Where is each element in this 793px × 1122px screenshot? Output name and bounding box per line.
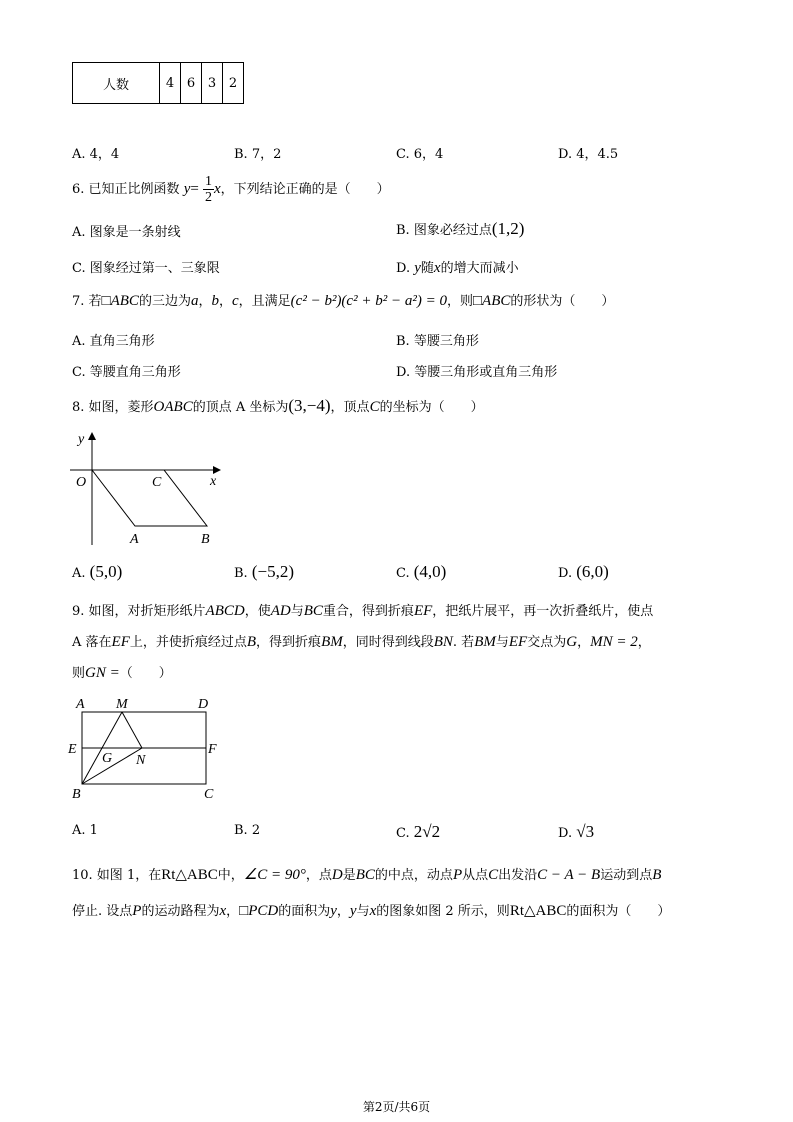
q7-stem: 7. 若□ABC的三边为a，b，c，且满足(c² − b²)(c² + b² − a²) = 0，则□ABC的形状为（ ） bbox=[72, 293, 615, 309]
q5-option-c: C. 6，4 bbox=[396, 147, 444, 162]
page-footer: 第2页/共6页 bbox=[362, 1100, 431, 1114]
q6-option-d: D. y随x的增大而减小 bbox=[396, 260, 519, 276]
rhombus-oabc bbox=[92, 470, 207, 526]
q9-option-d: D. √3 bbox=[558, 822, 595, 841]
point-b-label: B bbox=[201, 532, 210, 547]
q9-rectangle-figure bbox=[62, 690, 232, 805]
q5-option-b: B. 7，2 bbox=[234, 147, 282, 162]
q8-option-d: D. (6,0) bbox=[558, 562, 609, 581]
point-o-label: O bbox=[76, 475, 87, 490]
q9-option-a: A. 1 bbox=[72, 823, 98, 838]
q10-stem-line1: 10. 如图 1，在Rt△ABC中，∠C = 90°，点D是BC的中点，动点P从点C出发沿C − A − B运动到点B bbox=[72, 867, 662, 883]
x-axis-label: x bbox=[210, 474, 217, 489]
segment-mn bbox=[122, 712, 142, 748]
q6-option-b: B. 图象必经过点(1,2) bbox=[396, 219, 525, 238]
q9-option-b: B. 2 bbox=[234, 823, 261, 838]
point-g-label: G bbox=[102, 751, 113, 766]
table-cell: 4 bbox=[160, 63, 181, 104]
count-table bbox=[72, 62, 244, 104]
q7-option-d: D. 等腰三角形或直角三角形 bbox=[396, 365, 558, 380]
table-header: 人数 bbox=[73, 63, 160, 104]
q8-rhombus-figure bbox=[60, 425, 230, 550]
point-d-label: D bbox=[198, 697, 209, 712]
q7-option-b: B. 等腰三角形 bbox=[396, 334, 479, 349]
point-c-label: C bbox=[152, 475, 162, 490]
point-m-label: M bbox=[116, 697, 128, 712]
q8-stem: 8. 如图，菱形OABC的顶点 A 坐标为(3,−4)，顶点C的坐标为（ ） bbox=[72, 396, 484, 415]
q5-option-d: D. 4，4.5 bbox=[558, 147, 619, 162]
table-cell: 6 bbox=[181, 63, 202, 104]
table-cell: 2 bbox=[223, 63, 244, 104]
q6-option-c: C. 图象经过第一、三象限 bbox=[72, 261, 220, 276]
q6-stem: 6. 已知正比例函数 y= $\frac{1}{2}$ x，下列结论正确的是（ ） bbox=[72, 174, 390, 205]
q5-option-a: A. 4，4 bbox=[72, 147, 120, 162]
point-a-label: A bbox=[130, 532, 139, 547]
point-f-label: F bbox=[208, 742, 217, 757]
point-n-label: N bbox=[136, 753, 146, 768]
q7-option-a: A. 直角三角形 bbox=[72, 334, 155, 349]
q6-fraction: $\frac{1}{2}$ bbox=[204, 174, 212, 205]
q9-stem-line1: 9. 如图，对折矩形纸片ABCD，使AD与BC重合，得到折痕EF，把纸片展平，再一次折叠纸片，使点 bbox=[72, 603, 654, 619]
y-axis-label: y bbox=[78, 432, 85, 447]
q7-option-c: C. 等腰直角三角形 bbox=[72, 365, 181, 380]
q9-stem-line3: 则GN =（ ） bbox=[72, 665, 172, 681]
q7-formula: (c² − b²)(c² + b² − a²) = 0 bbox=[290, 293, 447, 309]
q10-stem-line2: 停止. 设点P的运动路程为x，□PCD的面积为y，y与x的图象如图 2 所示，则Rt△ABC的面积为（ ） bbox=[72, 903, 671, 919]
q9-option-c: C. 2√2 bbox=[396, 822, 441, 841]
q6-option-a: A. 图象是一条射线 bbox=[72, 225, 181, 240]
point-b-label: B bbox=[72, 787, 81, 802]
q8-option-b: B. (−5,2) bbox=[234, 562, 294, 581]
point-c-label: C bbox=[204, 787, 214, 802]
q8-option-c: C. (4,0) bbox=[396, 562, 447, 581]
q8-option-a: A. (5,0) bbox=[72, 562, 123, 581]
q9-stem-line2: A 落在EF上，并使折痕经过点B，得到折痕BM，同时得到线段BN. 若BM与EF交点为G，MN = 2， bbox=[72, 634, 651, 650]
point-e-label: E bbox=[68, 742, 77, 757]
table-cell: 3 bbox=[202, 63, 223, 104]
point-a-label: A bbox=[76, 697, 85, 712]
